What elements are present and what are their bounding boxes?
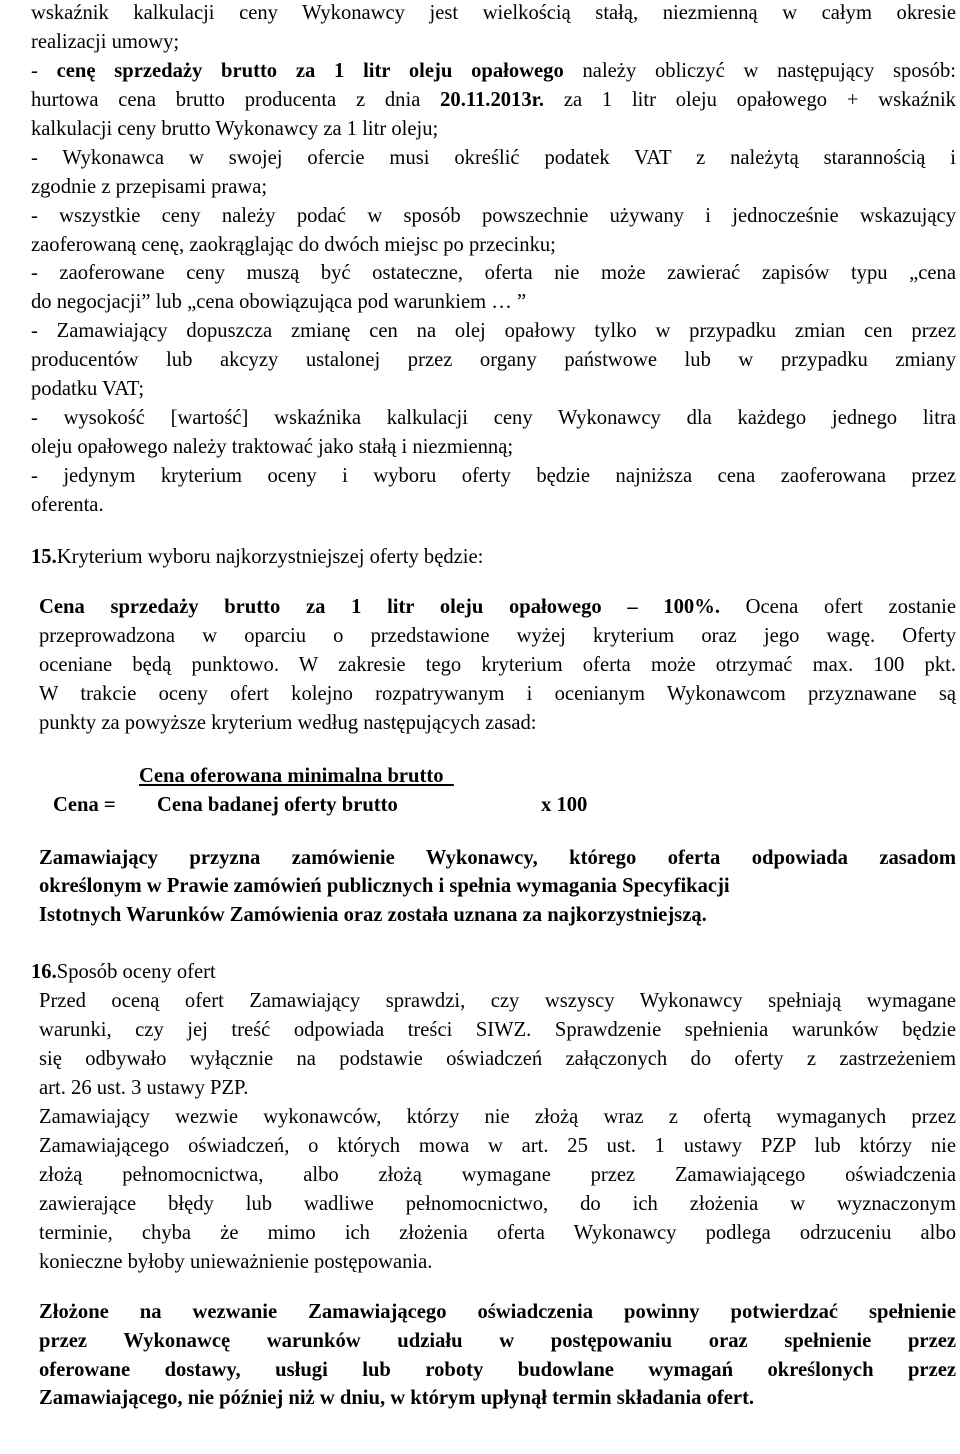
award-statement-line: określonym w Prawie zamówień publicznych i spełnia wymagania Specyfikacji [39,875,730,898]
text-line: - Zamawiający dopuszcza zmianę cen na olej opałowy tylko w przypadku zmian cen przez [31,320,956,343]
formula-numerator: Cena oferowana minimalna brutto [139,764,454,787]
text-line: - jedynym kryterium oceny i wyboru oferty będzie najniższa cena zaoferowana przez [31,465,956,487]
section-16 [31,958,956,1413]
formula-lhs: Cena = [53,793,116,816]
section-title: Sposób oceny ofert [56,961,216,984]
text-line: Zamawiający wezwie wykonawców, którzy nie złożą wraz z ofertą wymaganych przez [39,1106,956,1128]
text-line: oleju opałowego należy traktować jako stałą i niezmienną; [31,436,514,459]
section-number: 15. [31,545,57,568]
text-line: złożą pełnomocnictwa, albo złożą wymagane przez Zamawiającego oświadczenia [39,1163,956,1186]
text-line: punkty za powyższe kryterium według następujących zasad: [39,711,537,734]
text-line: - Wykonawca w swojej ofercie musi określić podatek VAT z należytą starannością i [31,146,956,169]
text-line: do negocjacji” lub „cena obowiązująca pod warunkiem … ” [31,291,527,314]
document-page [31,0,956,1413]
price-definition-bold: cenę sprzedaży brutto za 1 litr oleju opałowego [56,59,564,82]
text-line: zaoferowaną cenę, zaokrąglając do dwóch miejsc po przecinku; [31,233,556,256]
section-title: Kryterium wyboru najkorzystniejszej oferty będzie: [56,545,484,568]
text-line: terminie, chyba że mimo ich złożenia oferta Wykonawcy podlega odrzuceniu albo [39,1221,956,1244]
text-line: wskaźnik kalkulacji ceny Wykonawcy jest wielkością stałą, niezmienną w całym okresie [31,2,956,24]
section-heading [31,958,956,987]
text-line: art. 26 ust. 3 ustawy PZP. [39,1077,249,1100]
evaluation-paragraph [31,987,956,1413]
criterion-bold: Cena sprzedaży brutto za 1 litr oleju opałowego – 100%. [39,595,720,618]
reference-date: 20.11.2013r. [440,88,545,111]
award-statement-line: Istotnych Warunków Zamówienia oraz została uznana za najkorzystniejszą. [39,904,707,927]
bold-statement-line: Złożone na wezwanie Zamawiającego oświadczenia powinny potwierdzać spełnienie [39,1300,956,1323]
formula-multiplier: x 100 [541,793,588,816]
criterion-block [31,593,956,931]
text-line: przeprowadzona w oparciu o przedstawione wyżej kryterium oraz jego wagę. Oferty [39,624,956,647]
section-number: 16. [31,961,57,984]
text-line: Cena sprzedaży brutto za 1 litr oleju opałowego – 100%. Ocena ofert zostanie [39,595,956,618]
text-line: - cenę sprzedaży brutto za 1 litr oleju opałowego należy obliczyć w następujący sposób: [31,59,956,82]
bold-statement-line: oferowane dostawy, usługi lub roboty budowlane wymagań określonych przez [39,1358,956,1381]
text-line: zawierające błędy lub wadliwe pełnomocnictwo, do ich złożenia w wyznaczonym [39,1192,956,1215]
text-line: - wszystkie ceny należy podać w sposób powszechnie używany i jednocześnie wskazujący [31,204,956,227]
text-line: oceniane będą punktowo. W zakresie tego kryterium oferta może otrzymać max. 100 pkt. [39,653,956,676]
text-line: producentów lub akcyzy ustalonej przez organy państwowe lub w przypadku zmiany [31,349,956,372]
text-line: podatku VAT; [31,378,145,401]
text-line: W trakcie oceny ofert kolejno rozpatrywanym i ocenianym Wykonawcom przyznawane są [39,682,956,705]
text-line: Zamawiającego oświadczeń, o których mowa w art. 25 ust. 1 ustawy PZP lub którzy nie [39,1134,956,1157]
text-line: hurtowa cena brutto producenta z dnia 20.11.2013r. za 1 litr oleju opałowego + wskaźnik [31,88,956,111]
text-line: oferenta. [31,493,104,516]
text-line: - wysokość [wartość] wskaźnika kalkulacji ceny Wykonawcy dla każdego jednego litra [31,407,956,430]
text-line: realizacji umowy; [31,30,180,53]
award-statement-line: Zamawiający przyzna zamówienie Wykonawcy, którego oferta odpowiada zasadom [39,846,956,869]
section-15 [31,543,956,930]
section-heading [31,543,956,572]
text-line: się odbywało wyłącznie na podstawie oświadczeń załączonych do oferty z zastrzeżeniem [39,1048,956,1071]
text-line: - zaoferowane ceny muszą być ostateczne, oferta nie może zawierać zapisów typu „cena [31,262,956,285]
text-line: Przed oceną ofert Zamawiający sprawdzi, czy wszyscy Wykonawcy spełniają wymagane [39,990,956,1013]
text-line: warunki, czy jej treść odpowiada treści SIWZ. Sprawdzenie spełnienia warunków będzie [39,1019,956,1042]
conditions-block [31,0,956,520]
text-line: konieczne byłoby unieważnienie postępowania. [39,1250,433,1273]
bold-statement-line: przez Wykonawcę warunków udziału w postępowaniu oraz spełnienie przez [39,1329,956,1352]
score-formula [39,762,956,822]
bold-statement-line: Zamawiającego, nie później niż w dniu, w którym upłynął termin składania ofert. [39,1387,755,1410]
text-line: zgodnie z przepisami prawa; [31,175,268,198]
formula-denominator: Cena badanej oferty brutto [157,793,398,816]
text-line: kalkulacji ceny brutto Wykonawcy za 1 litr oleju; [31,117,439,140]
